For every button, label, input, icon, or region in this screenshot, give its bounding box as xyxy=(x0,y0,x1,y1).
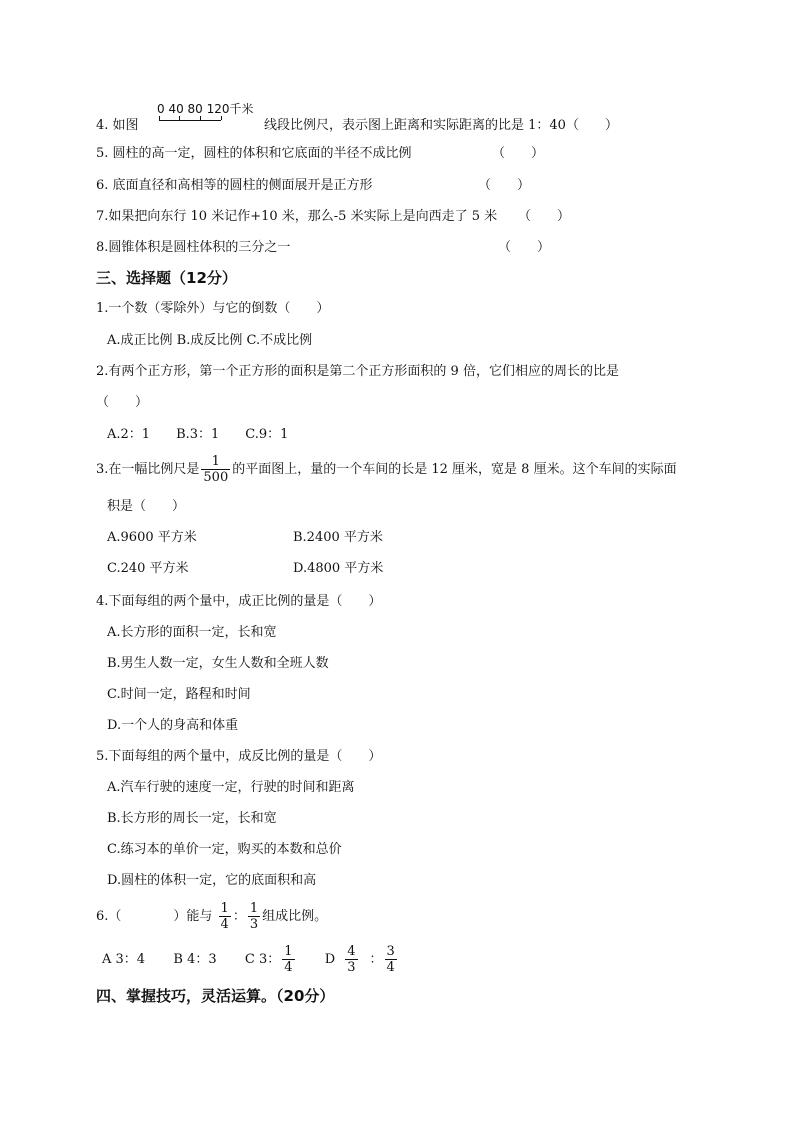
choice-q3-line xyxy=(96,452,677,488)
choice-q4-option-c: C.时间一定，路程和时间 xyxy=(107,687,251,702)
choice-q1: 1.一个数（零除外）与它的倒数（ ） xyxy=(96,301,330,316)
scale-line xyxy=(159,120,221,121)
judge-q4-prefix: 4. 如图 xyxy=(96,118,139,133)
option-c-prefix: C 3： xyxy=(244,952,281,967)
scale-tick xyxy=(200,116,201,120)
ratio-colon: ： xyxy=(369,952,383,967)
fraction-four-thirds xyxy=(345,944,357,975)
choice-q4-option-a: A.长方形的面积一定，长和宽 xyxy=(107,625,277,640)
section3-title: 三、选择题（12分） xyxy=(96,269,237,287)
choice-q3-option-a: A.9600 平方米 xyxy=(107,530,197,545)
scale-fraction xyxy=(201,454,230,485)
scale-tick xyxy=(159,116,160,120)
choice-q5-option-a: A.汽车行驶的速度一定，行驶的时间和距离 xyxy=(107,780,355,795)
choice-q3-option-c: C.240 平方米 xyxy=(107,561,189,576)
choice-q5-option-b: B.长方形的周长一定，长和宽 xyxy=(107,811,277,826)
line-segment-scale xyxy=(157,100,267,126)
choice-q3-cont: 积是（ ） xyxy=(107,499,186,514)
judge-q5-text: 5. 圆柱的高一定，圆柱的体积和它底面的半径不成比例 xyxy=(96,146,412,161)
choice-q4-option-b: B.男生人数一定，女生人数和全班人数 xyxy=(107,656,329,671)
choice-q6-option-c xyxy=(244,944,297,975)
scale-tick xyxy=(179,116,180,120)
fraction-numerator: 1 xyxy=(211,454,220,469)
choice-q6-prefix: 6.（ ）能与 xyxy=(96,909,213,924)
choice-q2-paren: （ ） xyxy=(96,395,149,410)
fraction-numerator: 1 xyxy=(249,901,259,916)
choice-q4-option-d: D.一个人的身高和体重 xyxy=(107,718,239,733)
judge-q8-paren: （ ） xyxy=(498,240,551,255)
choice-q5-option-c: C.练习本的单价一定，购买的本数和总价 xyxy=(107,842,342,857)
fraction-denominator: 4 xyxy=(220,917,229,932)
choice-q4: 4.下面每组的两个量中，成正比例的量是（ ） xyxy=(96,594,382,609)
choice-q6-options xyxy=(102,942,399,978)
choice-q6-text: 组成比例。 xyxy=(262,909,328,924)
scale-labels: 0 40 80 120千米 xyxy=(157,102,254,116)
choice-q3-text: 的平面图上，量的一个车间的长是 12 厘米，宽是 8 厘米。这个车间的实际面 xyxy=(232,462,677,477)
choice-q5-option-d: D.圆柱的体积一定，它的底面积和高 xyxy=(107,873,317,888)
fraction-one-quarter xyxy=(219,901,231,932)
choice-q3-option-b: B.2400 平方米 xyxy=(293,530,383,545)
ratio-colon: ： xyxy=(232,909,246,924)
fraction-denominator: 3 xyxy=(249,917,259,932)
judge-q4-text: 线段比例尺，表示图上距离和实际距离的比是 1：40（ ） xyxy=(264,118,618,133)
judge-q5-paren: （ ） xyxy=(492,146,545,161)
choice-q2-options: A.2：1 B.3：1 C.9：1 xyxy=(107,427,289,442)
scale-tick xyxy=(221,116,222,120)
fraction-denominator: 4 xyxy=(284,960,293,975)
choice-q3-prefix: 3.在一幅比例尺是 xyxy=(96,462,200,477)
judge-q6-text: 6. 底面直径和高相等的圆柱的侧面展开是正方形 xyxy=(96,178,373,193)
choice-q6-option-a: A 3：4 xyxy=(102,952,146,967)
judge-q7-text: 7.如果把向东行 10 米记作+10 米，那么-5 米实际上是向西走了 5 米 xyxy=(96,209,498,224)
fraction-denominator: 4 xyxy=(386,960,395,975)
choice-q1-options: A.成正比例 B.成反比例 C.不成比例 xyxy=(107,333,313,348)
judge-q8-text: 8.圆锥体积是圆柱体积的三分之一 xyxy=(96,240,291,255)
fraction-one-third xyxy=(248,901,260,932)
fraction-denominator: 3 xyxy=(347,960,356,975)
choice-q2: 2.有两个正方形，第一个正方形的面积是第二个正方形面积的 9 倍，它们相应的周长的比是 xyxy=(96,364,619,379)
fraction-numerator: 3 xyxy=(386,944,395,959)
fraction-numerator: 1 xyxy=(284,944,293,959)
fraction-numerator: 4 xyxy=(347,944,356,959)
choice-q6-option-b: B 4：3 xyxy=(173,952,217,967)
judge-q7-paren: （ ） xyxy=(518,209,571,224)
fraction-numerator: 1 xyxy=(220,901,229,916)
fraction-three-quarters xyxy=(385,944,397,975)
choice-q6-line xyxy=(96,899,327,935)
section4-title: 四、掌握技巧，灵活运算。（20分） xyxy=(96,987,335,1005)
option-d-prefix: D xyxy=(324,952,336,967)
fraction-one-quarter xyxy=(282,944,294,975)
choice-q3-option-d: D.4800 平方米 xyxy=(293,561,384,576)
choice-q5: 5.下面每组的两个量中，成反比例的量是（ ） xyxy=(96,749,382,764)
fraction-denominator: 500 xyxy=(203,470,229,485)
judge-q6-paren: （ ） xyxy=(478,178,531,193)
choice-q6-option-d xyxy=(324,944,399,975)
